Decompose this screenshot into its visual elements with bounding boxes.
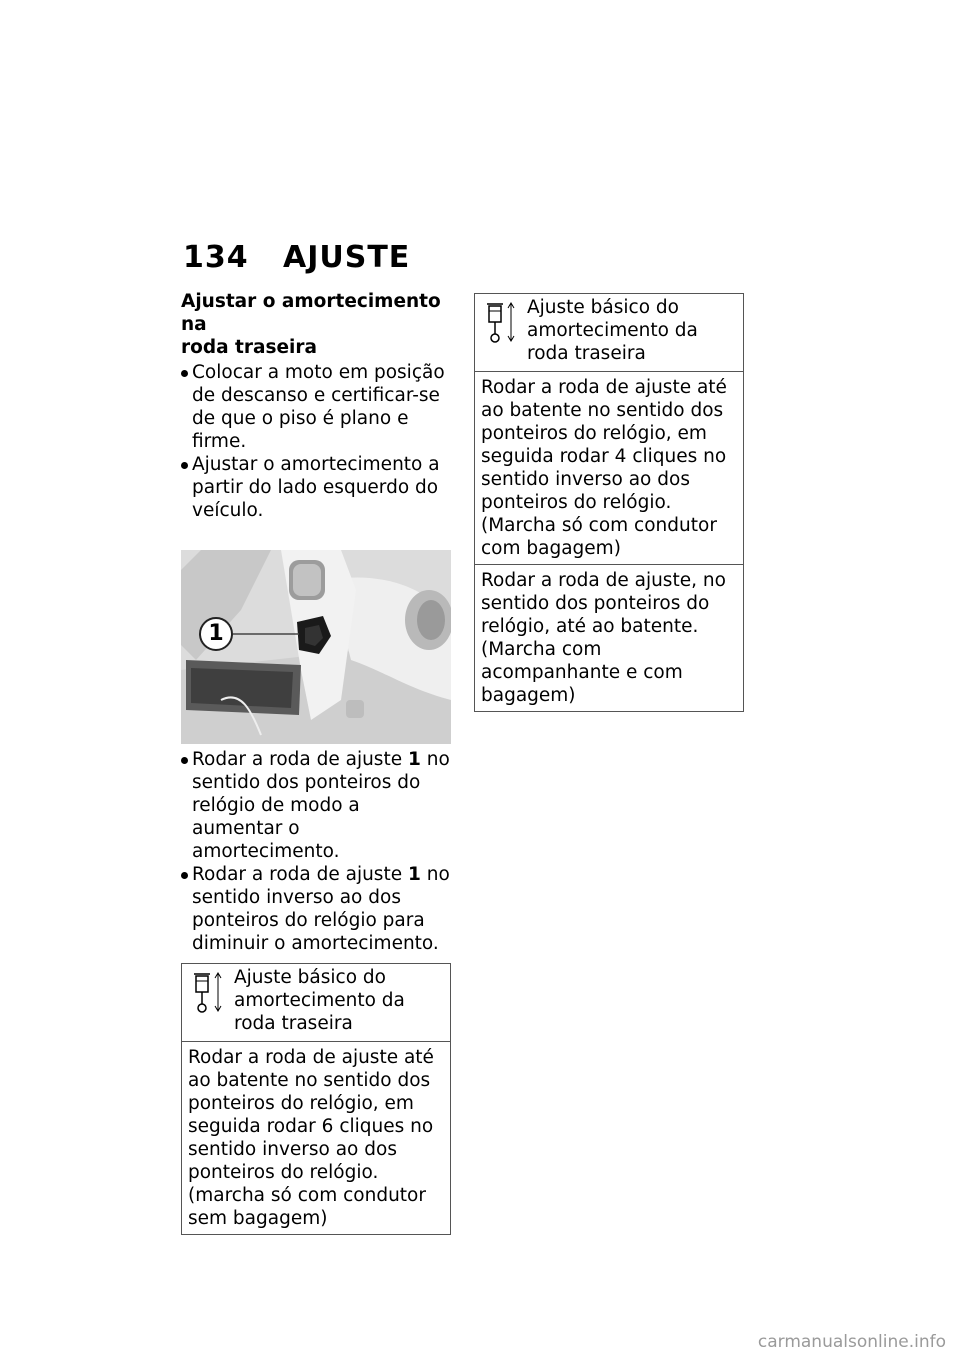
spec-heading-text: Ajuste básico do amortecimento da roda traseira xyxy=(527,297,698,364)
shock-absorber-icon xyxy=(481,300,521,346)
instruction-text: no sentido dos ponteiros do relógio de modo a aumentar o amortecimento. xyxy=(192,749,450,862)
instruction-text: no sentido inverso ao dos ponteiros do relógio para diminuir o amortecimento. xyxy=(192,864,450,954)
left-column xyxy=(181,290,451,1235)
list-item: Ajustar o amortecimento a partir do lado esquerdo do veículo. xyxy=(181,453,451,522)
shock-absorber-icon xyxy=(188,970,228,1016)
spec-row: Rodar a roda de ajuste até ao batente no sentido dos ponteiros do relógio, em seguida rodar 6 cliques no sentido inverso ao dos ponteiros do relógio. (marcha só com condutor sem bagagem) xyxy=(188,1047,434,1229)
page-number: 134 xyxy=(183,240,249,275)
instruction-list-top xyxy=(181,361,451,522)
right-column xyxy=(474,293,744,712)
section-title xyxy=(181,290,451,359)
chapter-title: AJUSTE xyxy=(283,240,411,275)
callout-number: 1 xyxy=(208,621,224,646)
spec-box-left xyxy=(181,963,451,1235)
instruction-list-bottom xyxy=(181,748,451,955)
list-item xyxy=(181,748,451,863)
spec-row: Rodar a roda de ajuste até ao batente no sentido dos ponteiros do relógio, em seguida rodar 4 cliques no sentido inverso ao dos ponteiros do relógio. (Marcha só com condutor com bagagem) xyxy=(475,372,743,565)
callout-reference: 1 xyxy=(407,749,421,770)
spec-heading-text: Ajuste básico do amortecimento da roda traseira xyxy=(234,967,405,1034)
section-title-line-1: Ajustar o amortecimento na xyxy=(181,291,441,335)
callout-reference: 1 xyxy=(407,864,421,885)
list-item: Colocar a moto em posição de descanso e certificar-se de que o piso é plano e firme. xyxy=(181,361,451,453)
page-header xyxy=(183,240,410,275)
rear-damping-adjuster-photo xyxy=(181,550,451,744)
list-item xyxy=(181,863,451,955)
instruction-text: Rodar a roda de ajuste xyxy=(192,749,408,770)
spec-row: Rodar a roda de ajuste, no sentido dos ponteiros do relógio, até ao batente. (Marcha com acompanhante e com bagagem) xyxy=(481,570,726,706)
spec-heading xyxy=(182,964,450,1042)
section-title-line-2: roda traseira xyxy=(181,337,317,358)
watermark: carmanualsonline.info xyxy=(757,1332,946,1352)
spec-box-right xyxy=(474,293,744,712)
instruction-text: Rodar a roda de ajuste xyxy=(192,864,408,885)
spec-heading xyxy=(475,294,743,372)
